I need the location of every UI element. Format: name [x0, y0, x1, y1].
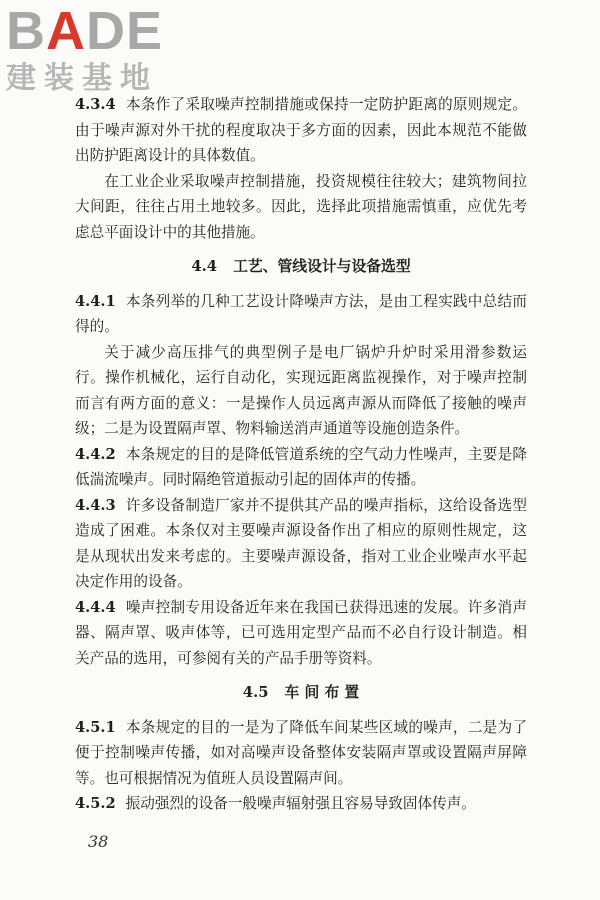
section-heading-4-5	[75, 680, 527, 706]
clause-4-5-1	[75, 715, 527, 792]
clause-4-4-1	[75, 289, 527, 340]
clause-text: 本条作了采取噪声控制措施或保持一定防护距离的原则规定。由于噪声源对外干扰的程度取决于多方面的因素，因此本规范不能做出防护距离设计的具体数值。	[75, 96, 527, 164]
section-title: 车 间 布 置	[284, 684, 360, 701]
logo-subtitle: 建装基地	[6, 61, 158, 96]
clause-text: 许多设备制造厂家并不提供其产品的噪声指标，这给设备选型造成了困难。本条仅对主要噪声源设备作出了相应的原则性规定，这是从现状出发来考虑的。主要噪声源设备，指对工业企业噪声水平起决定作用的设备。	[75, 496, 527, 590]
logo-letter: B	[6, 1, 46, 61]
page-number: 38	[88, 832, 109, 851]
logo-wordmark	[6, 1, 164, 61]
clause-text: 本条列举的几种工艺设计降噪声方法，是由工程实践中总结而得的。	[75, 292, 527, 335]
clause-number: 4.4.1	[75, 292, 116, 310]
clause-4-4-2	[75, 442, 527, 493]
section-heading-4-4	[75, 254, 527, 280]
clause-4-5-2	[75, 791, 527, 817]
clause-number: 4.4.4	[75, 598, 116, 616]
section-title: 工艺、管线设计与设备选型	[233, 258, 411, 275]
paragraph: 关于减少高压排气的典型例子是电厂锅炉升炉时采用滑参数运行。操作机械化，运行自动化，实现远距离监视操作，对于噪声控制而言有两方面的意义：一是操作人员远离声源从而降低了接触的噪声级；二是为设置隔声罩、物料输送消声通道等设施创造条件。	[75, 343, 527, 437]
clause-4-4-3	[75, 493, 527, 595]
logo	[6, 1, 164, 96]
clause-text: 本条规定的目的一是为了降低车间某些区域的噪声，二是为了便于控制噪声传播，如对高噪声设备整体安装隔声罩或设置隔声屏障等。也可根据情况为值班人员设置隔声间。	[75, 718, 527, 787]
document-body	[75, 92, 527, 817]
clause-number: 4.4.3	[75, 496, 116, 514]
section-number: 4.5	[242, 684, 269, 701]
logo-letters: DE	[86, 1, 164, 61]
clause-text: 振动强烈的设备一般噪声辐射强且容易导致固体传声。	[125, 795, 476, 812]
clause-4-4-4	[75, 595, 527, 672]
paragraph: 在工业企业采取噪声控制措施，投资规模往往较大；建筑物间拉大间距，往往占用土地较多。因此，选择此项措施需慎重，应优先考虑总平面设计中的其他措施。	[75, 172, 527, 241]
clause-number: 4.5.2	[75, 795, 116, 812]
clause-number: 4.3.4	[75, 96, 116, 113]
clause-text: 噪声控制专用设备近年来在我国已获得迅速的发展。许多消声器、隔声罩、吸声体等，已可选用定型产品而不必自行设计制造。相关产品的选用，可参阅有关的产品手册等资料。	[75, 598, 527, 667]
clause-4-3-4	[75, 92, 527, 169]
clause-number: 4.5.1	[75, 718, 116, 736]
clause-text: 本条规定的目的是降低管道系统的空气动力性噪声，主要是降低湍流噪声。同时隔绝管道振动引起的固体声的传播。	[75, 445, 527, 488]
clause-number: 4.4.2	[75, 445, 116, 463]
section-number: 4.4	[191, 258, 218, 275]
logo-accent-letter: A	[46, 1, 86, 61]
